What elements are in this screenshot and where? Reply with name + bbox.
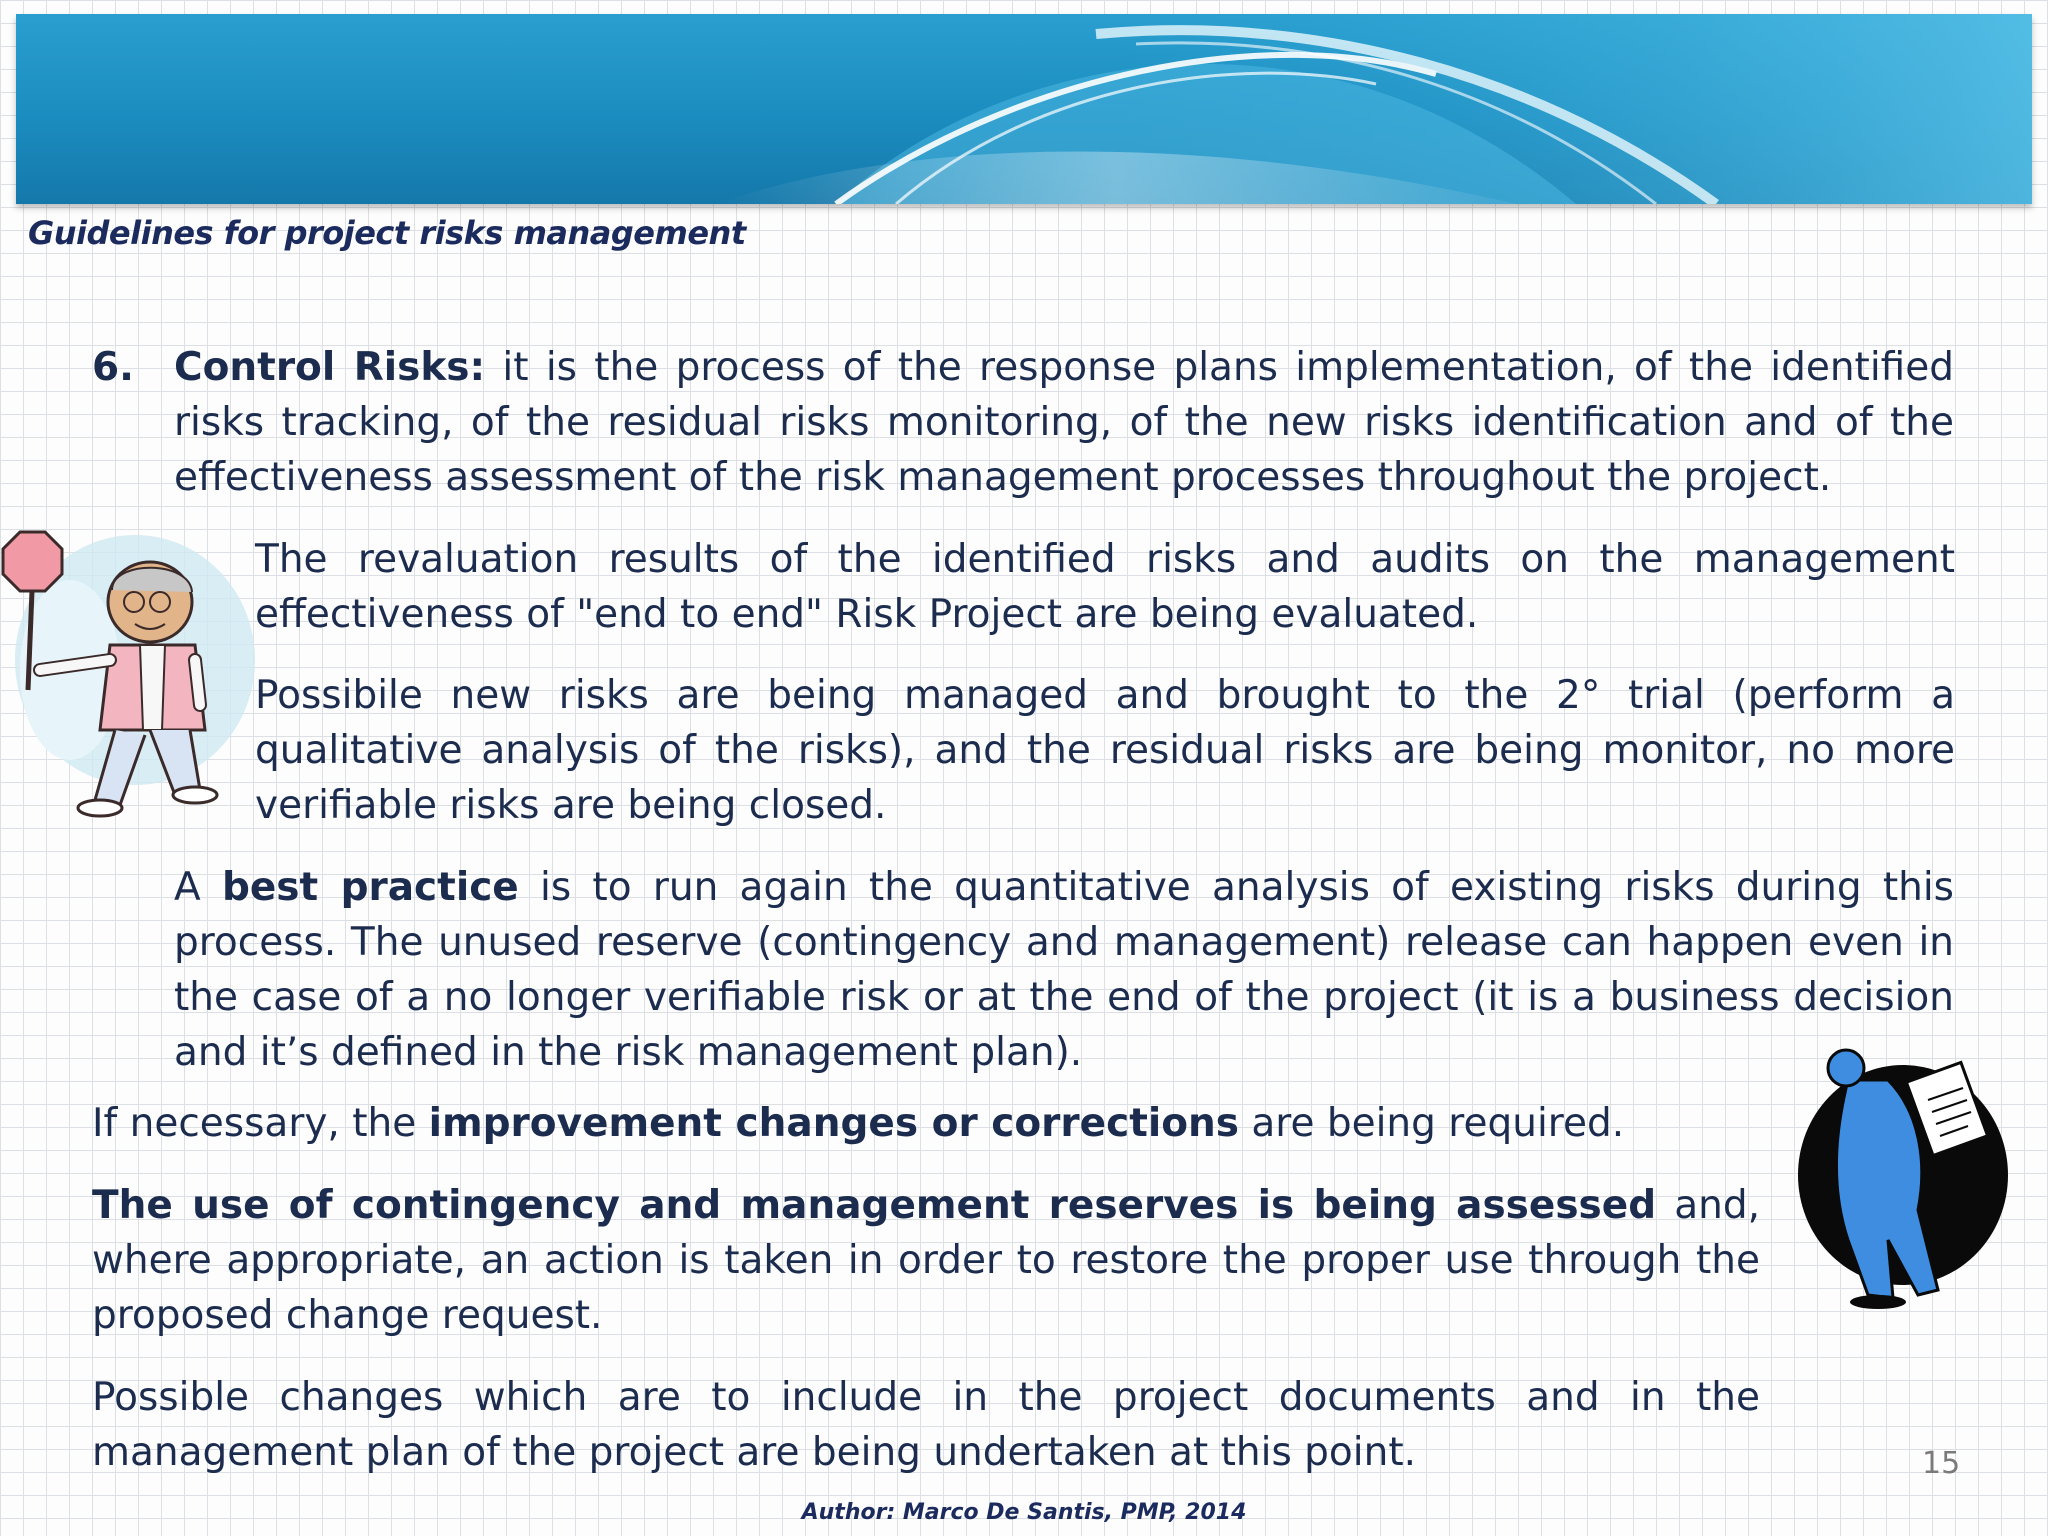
best-practice-bold: best practice <box>221 865 519 910</box>
control-risks-text: it is the process of the response plans implementation, of the identified risks tracking, of the residual risks monitoring, of the new risks identification and of the effectiveness assessment of the risk management processes throughout the project. <box>174 345 1954 500</box>
revaluation-paragraph: The revaluation results of the identified risks and audits on the management effectiveness of "end to end" Risk Project are being evaluated. <box>255 537 1955 637</box>
improvement-suffix: are being required. <box>1238 1101 1625 1146</box>
reserves-paragraph <box>92 1178 1760 1343</box>
control-risks-paragraph <box>174 340 1954 505</box>
item-number: 6. <box>92 345 134 390</box>
control-risks-label: Control Risks: <box>174 345 486 390</box>
improvement-prefix: If necessary, the <box>92 1101 429 1146</box>
reserves-bold: The use of contingency and management reserves is being assessed <box>92 1183 1657 1228</box>
page-number: 15 <box>1922 1446 1961 1481</box>
changes-paragraph: Possible changes which are to include in the project documents and in the management plan of the project are being undertaken at this point. <box>92 1375 1760 1475</box>
reserves-text: and, where appropriate, an action is taken in order to restore the proper use through the proposed change request. <box>92 1183 1761 1338</box>
best-practice-text: is to run again the quantitative analysis of existing risks during this process. The unused reserve (contingency and management) release can happen even in the case of a no longer verifiable risk or at the end of the project (it is a business decision and it’s defined in the risk management plan). <box>174 865 1954 1075</box>
improvement-bold: improvement changes or corrections <box>428 1101 1239 1146</box>
best-practice-paragraph <box>174 860 1954 1080</box>
improvement-paragraph <box>92 1096 1892 1151</box>
presentation-subtitle: Guidelines for project risks management <box>28 214 746 252</box>
author-footer: Author: Marco De Santis, PMP, 2014 <box>801 1500 1247 1525</box>
best-practice-prefix: A <box>174 865 222 910</box>
new-risks-paragraph: Possibile new risks are being managed and brought to the 2° trial (perform a qualitative analysis of the risks), and the residual risks are being monitor, no more verifiable risks are being closed. <box>255 673 1955 828</box>
